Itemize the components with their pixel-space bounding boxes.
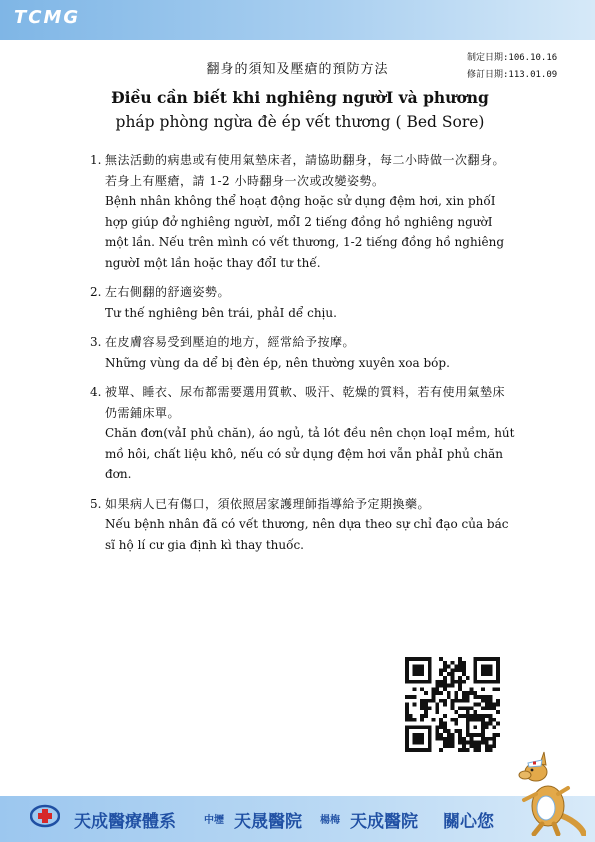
list-item: [90, 382, 515, 485]
hospital-logo-icon: [30, 804, 60, 828]
location-zhongli: 中壢: [204, 815, 224, 826]
item-number: 5.: [90, 496, 102, 511]
qr-code-icon[interactable]: [405, 657, 500, 752]
item-text-zh: 無法活動的病患或有使用氣墊床者，請協助翻身，每二小時做一次翻身。若身上有壓瘡，請 1-2 小時翻身一次或改變姿勢。: [105, 153, 506, 188]
kangaroo-nurse-mascot-icon: [512, 748, 586, 836]
item-text-vi: Tư thế nghiêng bên trái, phảI dể chịu.: [105, 305, 337, 320]
item-text-vi: Những vùng da dể bị đèn ép, nên thường xuyên xoa bóp.: [105, 355, 450, 370]
item-text-vi: Nếu bệnh nhân đã có vết thương, nên dựa theo sự chỉ đạo của bác sĩ hộ lí cư gia định kì thay thuốc.: [105, 517, 509, 552]
list-item: [90, 332, 515, 373]
page-title-vi: [60, 86, 540, 134]
hospital-tiancheng: 天成醫院: [350, 812, 418, 832]
instruction-list: [90, 150, 515, 564]
item-number: 4.: [90, 385, 102, 399]
slogan-text: 關心您: [443, 812, 494, 832]
revised-date: 修訂日期:113.01.09: [467, 70, 558, 80]
item-text-vi: Bệnh nhân không thể hoạt động hoặc sử dụng đệm hơi, xin phốI hợp giúp đở nghiêng ngườI, mổI 2 tiếng đồng hồ nghiêng ngườI một lần. Nếu trên mình có vết thương, 1-2 tiếng đồng hồ nghiêng ngườI một lần hoặc thay đổI tư thế.: [105, 194, 505, 270]
item-number: 1.: [90, 153, 102, 167]
hospital-group-name: 天成醫療體系: [74, 812, 176, 832]
hospital-tiansheng: 天晟醫院: [234, 812, 302, 832]
location-yangmei: 楊梅: [320, 815, 340, 826]
item-text-zh: 在皮膚容易受到壓迫的地方，經常給予按摩。: [105, 335, 356, 349]
item-text-zh: 左右側翻的舒適姿勢。: [105, 285, 231, 299]
title-vi-line-1: Điều cần biết khi nghiêng ngườI và phương: [111, 88, 489, 107]
list-item: [90, 494, 515, 556]
page-title-zh: 翻身的須知及壓瘡的預防方法: [206, 62, 389, 77]
item-number: 3.: [90, 335, 102, 349]
established-date: 制定日期:106.10.16: [467, 53, 558, 63]
list-item: [90, 282, 515, 323]
item-text-zh: 如果病人已有傷口，須依照居家護理師指導給予定期換藥。: [105, 496, 431, 511]
document-dates: [467, 50, 585, 84]
item-number: 2.: [90, 285, 102, 299]
header-band: [0, 0, 595, 40]
list-item: [90, 150, 515, 273]
title-vi-line-2: pháp phòng ngừa đè ép vết thương ( Bed Sore): [115, 113, 485, 131]
item-text-zh: 被單、睡衣、尿布都需要選用質軟、吸汗、乾燥的質料，若有使用氣墊床仍需鋪床單。: [105, 385, 506, 420]
item-text-vi: Chăn đơn(vảI phủ chăn), áo ngủ, tả lót đều nên chọn loạI mềm, hút mồ hôi, chất liệu khô, nếu có sử dụng đệm hơi vẫn phảI phủ chăn đơn.: [105, 426, 515, 481]
brand-logo: TCMG: [14, 7, 81, 28]
